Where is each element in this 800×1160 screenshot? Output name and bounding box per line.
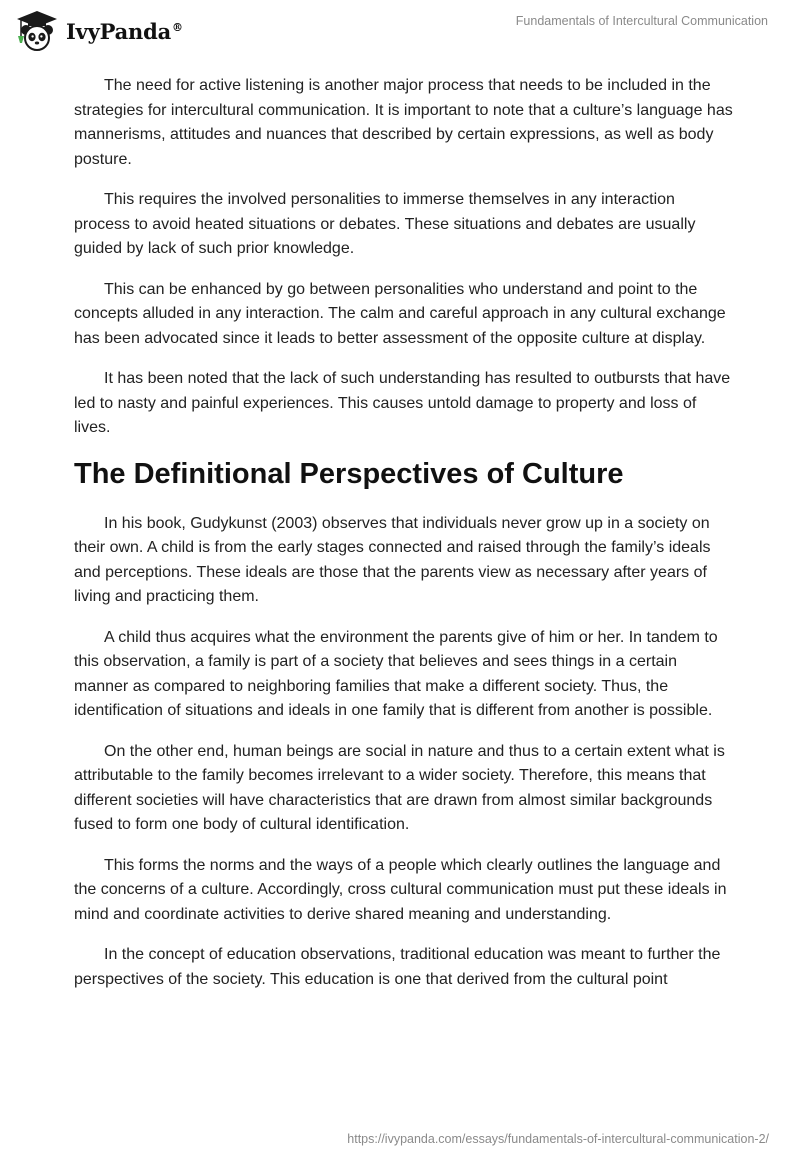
paragraph: In the concept of education observations, traditional education was meant to further the perspectives of the society. This education is one that derived from the cultural point [74,946,721,988]
paragraph: It has been noted that the lack of such understanding has resulted to outbursts that have led to nasty and painful experiences. This causes untold damage to property and loss of lives. [74,370,731,436]
section-heading: The Definitional Perspectives of Culture [74,457,624,490]
paragraph: This requires the involved personalities to immerse themselves in any interaction process to avoid heated situations or debates. These situations and debates are usually guided by lack of such prior knowledge. [74,191,696,257]
paragraph: This forms the norms and the ways of a people which clearly outlines the language and the concerns of a culture. Accordingly, cross cultural communication must put these ideals in mind and coordinate activities to derive shared meaning and understanding. [74,856,727,923]
document-title: Fundamentals of Intercultural Communication [515,14,768,28]
source-url[interactable]: https://ivypanda.com/essays/fundamentals-of-intercultural-communication-2/ [347,1132,769,1146]
page-header [0,0,800,70]
panda-graduate-icon [14,10,60,52]
paragraph: In his book, Gudykunst (2003) observes that individuals never grow up in a society on their own. A child is from the early stages connected and raised through the family’s ideals and perceptions. These ideals are those that the parents view as necessary after years of living and practicing them. [74,514,711,605]
ivypanda-logo[interactable] [14,10,183,52]
brand-name: IvyPanda® [66,18,183,44]
paragraph: The need for active listening is another major process that needs to be included in the strategies for intercultural communication. It is important to note that a culture’s language has mannerisms, attitudes and nuances that described by certain expressions, as well as body posture. [74,77,733,168]
paragraph: A child thus acquires what the environment the parents give of him or her. In tandem to this observation, a family is part of a society that believes and sees things in a certain manner as compared to neighboring families that make a different society. Thus, the identification of situations and ideals in one family that is different from another is possible. [74,628,718,719]
essay-body [74,74,734,1008]
paragraph: This can be enhanced by go between personalities who understand and point to the concepts alluded in any interaction. The calm and careful approach in any cultural exchange has been advocated since it leads to better assessment of the opposite culture at display. [74,280,726,347]
paragraph: On the other end, human beings are social in nature and thus to a certain extent what is attributable to the family becomes irrelevant to a wider society. Therefore, this means that different societies will have characteristics that are drawn from almost similar backgrounds fused to form one body of cultural identification. [74,742,725,833]
